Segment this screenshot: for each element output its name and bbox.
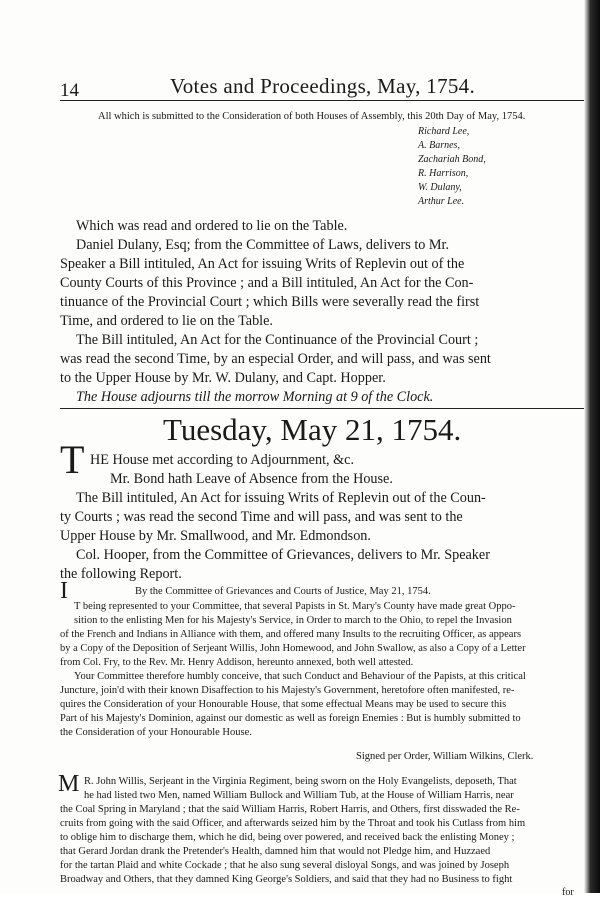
paragraph-line: Daniel Dulany, Esq; from the Committee of Laws, delivers to Mr. [76, 237, 450, 253]
drop-cap: M [58, 771, 80, 797]
paragraph-line: HE House met according to Adjournment, &c. [90, 452, 354, 468]
paragraph-line: tinuance of the Provincial Court ; which Bills were severally read the first [60, 294, 480, 310]
deposition-line: that Gerard Jordan drank the Pretender's Health, damned him that would not Pledge him, and Huzzaed [60, 846, 491, 857]
deposition-line: to oblige him to discharge them, which he did, being over powered, and received back the enlisting Money ; [60, 832, 515, 843]
page-gutter-shadow [584, 0, 600, 893]
deposition-line: he had listed two Men, named William Bullock and William Tub, at the House of William Harris, near [84, 790, 514, 801]
paragraph-line: Upper House by Mr. Smallwood, and Mr. Edmondson. [60, 528, 371, 544]
signatory: Zachariah Bond, [418, 154, 486, 165]
deposition-line: cruits from going with the said Officer, and afterwards seized him by the Throat and took his Cutlass from him [60, 818, 526, 829]
deposition-line: Broadway and Others, that they damned King George's Soldiers, and said that they had no Business to fight [60, 874, 513, 885]
paragraph-line: Speaker a Bill intituled, An Act for issuing Writs of Replevin out of the [60, 256, 465, 272]
paragraph-line: The Bill intituled, An Act for the Continuance of the Provincial Court ; [76, 332, 479, 348]
page-number: 14 [60, 80, 79, 101]
report-line: by a Copy of the Deposition of Serjeant Willis, John Homewood, and John Swallow, as also a Copy of a Letter [60, 643, 526, 654]
paragraph-line: the following Report. [60, 566, 182, 582]
header-rule [60, 100, 595, 101]
signatory: R. Harrison, [418, 168, 469, 179]
section-rule [60, 408, 595, 409]
drop-cap: T [60, 437, 85, 482]
adjournment-line: The House adjourns till the morrow Morning at 9 of the Clock. [76, 389, 434, 405]
signatory: W. Dulany, [418, 182, 462, 193]
report-line: quires the Consideration of your Honourable House, that some effectual Means may be used to secure this [60, 699, 507, 710]
paragraph-line: to the Upper House by Mr. W. Dulany, and Capt. Hopper. [60, 370, 386, 386]
drop-cap: I [60, 578, 68, 604]
report-submission-line: All which is submitted to the Consideration of both Houses of Assembly, this 20th Day of May, 1754. [98, 111, 526, 122]
paragraph-line: ty Courts ; was read the second Time and will pass, and was sent to the [60, 509, 463, 525]
deposition-line: the Coal Spring in Maryland ; that the said William Harris, Robert Harris, and Others, first disswaded the Re- [60, 804, 520, 815]
report-line: T being represented to your Committee, that several Papists in St. Mary's County have made great Oppo- [74, 601, 516, 612]
deposition-line: for the tartan Plaid and white Cockade ; that he also sung several disloyal Songs, and was joined by Joseph [60, 860, 510, 871]
report-line: sition to the enlisting Men for his Majesty's Service, in Order to march to the Ohio, to repel the Invasion [74, 615, 512, 626]
paragraph-line: County Courts of this Province ; and a Bill intituled, An Act for the Con- [60, 275, 474, 291]
report-line: from Col. Fry, to the Rev. Mr. Henry Addison, hereunto annexed, both well attested. [60, 657, 414, 668]
report-line: the Consideration of your Honourable House. [60, 727, 252, 738]
paragraph-line: was read the second Time, by an especial Order, and will pass, and was sent [60, 351, 491, 367]
deposition-line: R. John Willis, Serjeant in the Virginia Regiment, being sworn on the Holy Evangelists, deposeth, That [84, 776, 517, 787]
paragraph-line: Which was read and ordered to lie on the Table. [76, 218, 348, 234]
paragraph-line: The Bill intituled, An Act for issuing Writs of Replevin out of the Coun- [76, 490, 486, 506]
report-line: Juncture, join'd with their known Disaffection to his Majesty's Government, heretofore often manifested, re- [60, 685, 515, 696]
signatory: Richard Lee, [418, 126, 470, 137]
paragraph-line: Col. Hooper, from the Committee of Grievances, delivers to Mr. Speaker [76, 547, 490, 563]
paragraph-line: Mr. Bond hath Leave of Absence from the House. [110, 471, 393, 487]
catchword: for [562, 887, 574, 898]
signed-line: Signed per Order, William Wilkins, Clerk. [356, 751, 534, 762]
report-line: Part of his Majesty's Dominion, against our domestic as well as foreign Enemies : But is humbly submitted to [60, 713, 521, 724]
signatory: Arthur Lee. [418, 196, 465, 207]
signatory: A. Barnes, [418, 140, 460, 151]
paragraph-line: Time, and ordered to lie on the Table. [60, 313, 273, 329]
day-heading: Tuesday, May 21, 1754. [163, 412, 462, 447]
report-line: of the French and Indians in Alliance with them, and offered many Insults to the recruiting Officer, as appears [60, 629, 522, 640]
report-line: Your Committee therefore humbly conceive, that such Conduct and Behaviour of the Papists, at this critical [74, 671, 526, 682]
running-head: Votes and Proceedings, May, 1754. [170, 74, 476, 98]
report-heading: By the Committee of Grievances and Courts of Justice, May 21, 1754. [135, 586, 431, 597]
